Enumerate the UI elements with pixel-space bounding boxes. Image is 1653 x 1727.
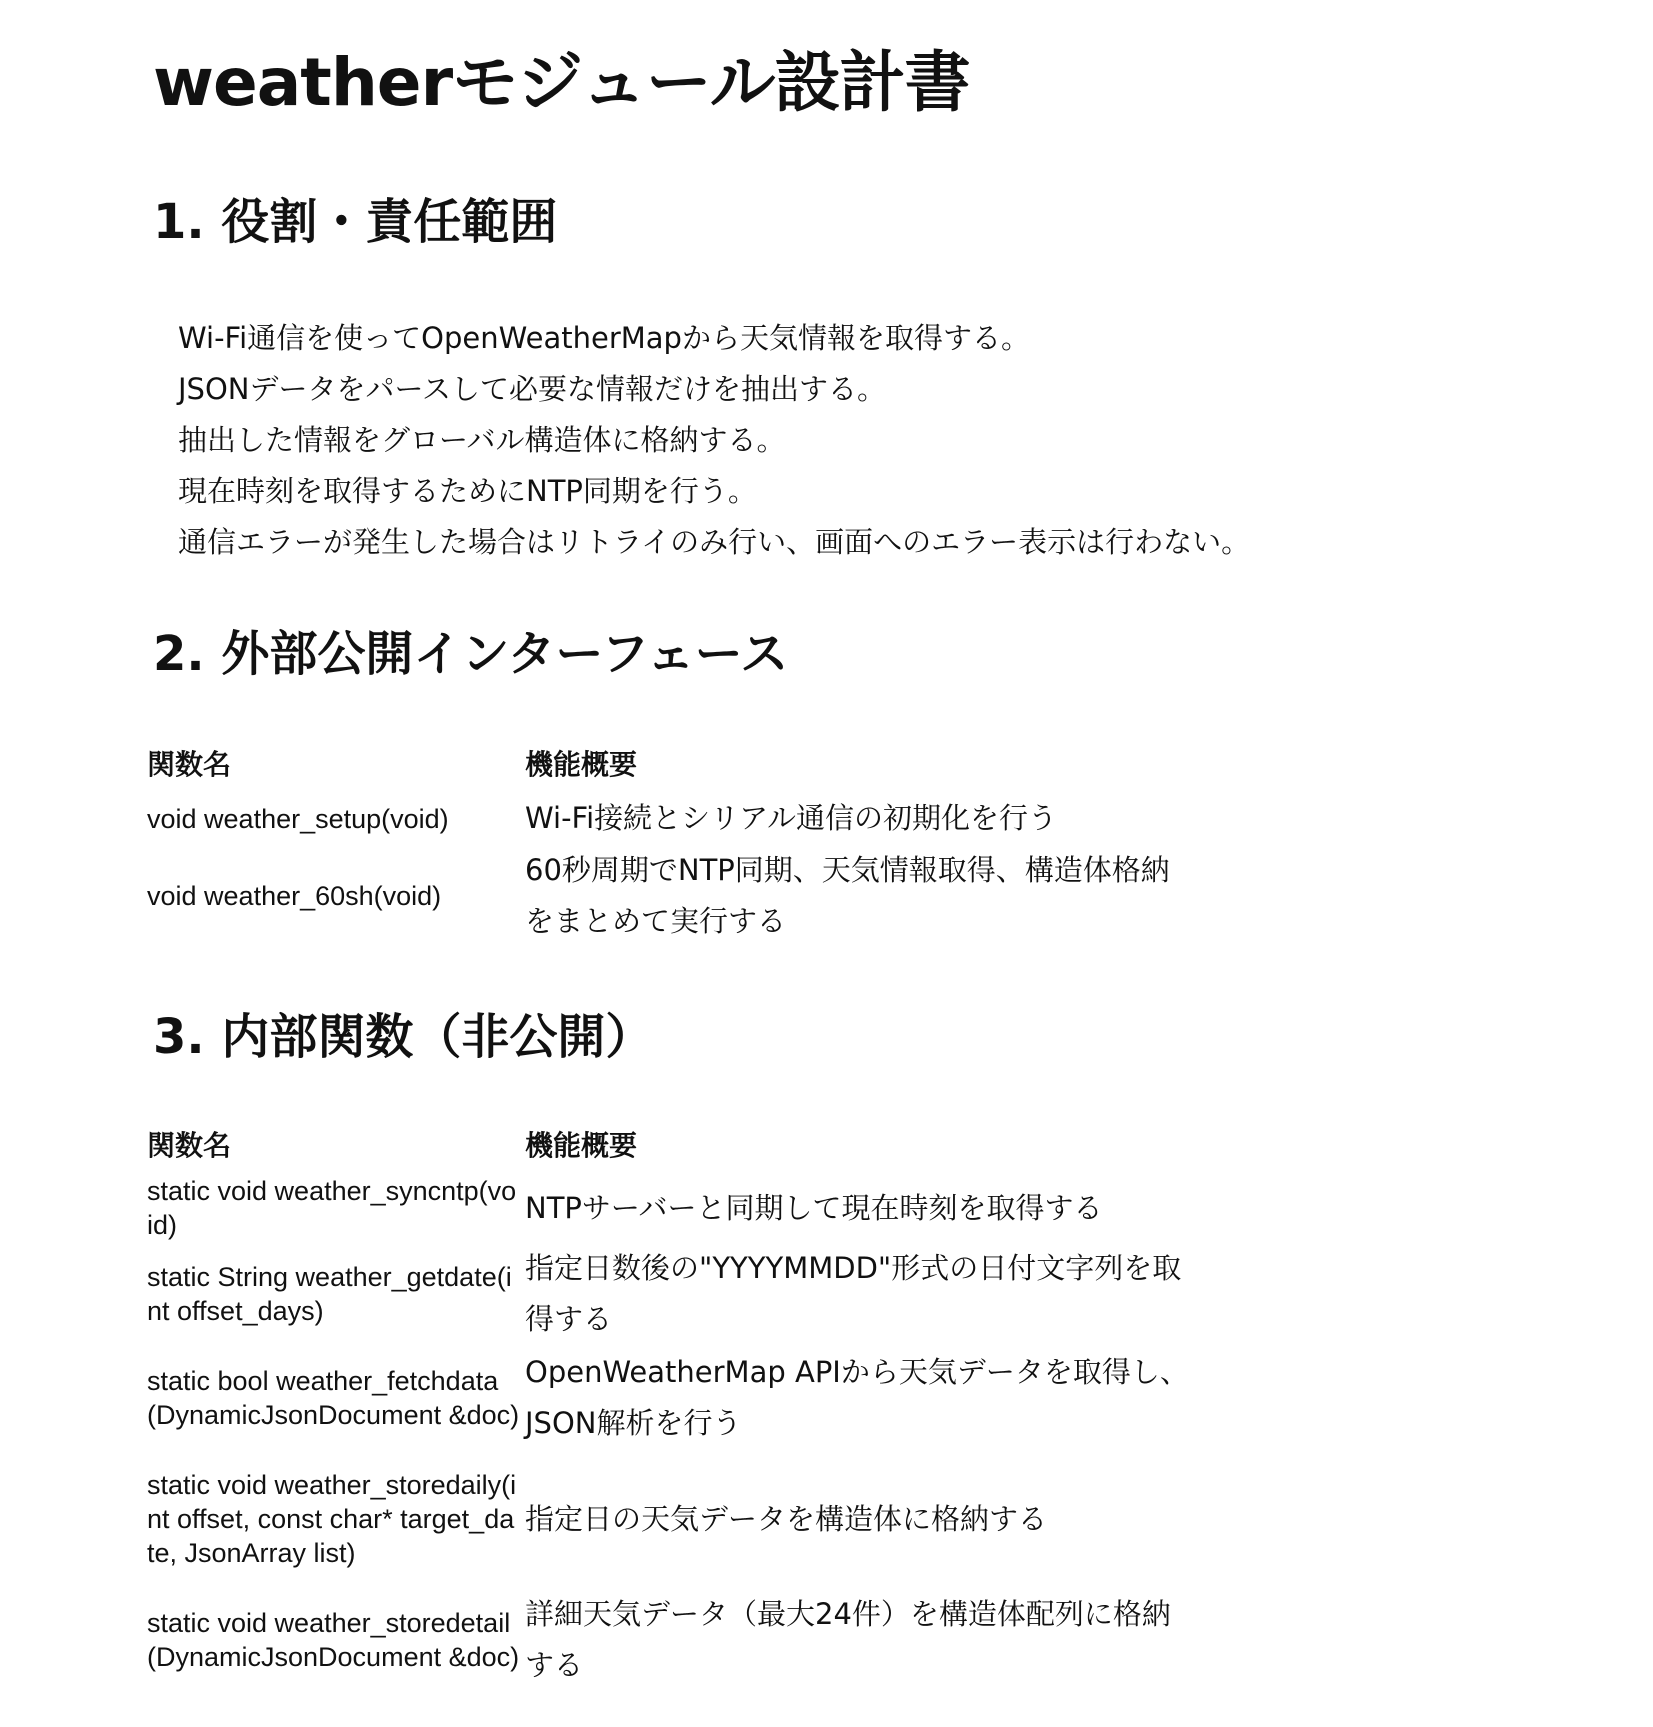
function-name-cell: static void weather_syncntp(void) (147, 1176, 517, 1240)
column-header-description: 機能概要 (525, 1129, 638, 1162)
list-item: 抽出した情報をグローバル構造体に格納する。 (178, 423, 786, 457)
function-description-cell: 60秒周期でNTP同期、天気情報取得、構造体格納をまとめて実行する (525, 853, 1170, 938)
function-name-cell: static bool weather_fetchdata(DynamicJsonDocument &doc) (147, 1366, 520, 1430)
internal-functions-table (147, 1126, 1192, 1692)
function-description-cell: 指定日の天気データを構造体に格納する (525, 1501, 1048, 1536)
function-description-cell: OpenWeatherMap APIから天気データを取得し、JSON解析を行う (525, 1355, 1189, 1440)
function-description-cell: 指定日数後の"YYYYMMDD"形式の日付文字列を取得する (525, 1251, 1182, 1336)
document-title: weatherモジュール設計書 (153, 44, 970, 121)
table-row (147, 1450, 1192, 1588)
table-row (147, 1174, 1192, 1242)
column-header-description: 機能概要 (525, 748, 638, 781)
table-row (147, 793, 1192, 844)
function-name-cell: static String weather_getdate(int offset_days) (147, 1262, 512, 1326)
list-item: 通信エラーが発生した場合はリトライのみ行い、画面へのエラー表示は行わない。 (178, 525, 1251, 559)
table-row (147, 1346, 1192, 1450)
list-item: Wi-Fi通信を使ってOpenWeatherMapから天気情報を取得する。 (178, 321, 1030, 355)
list-item: JSONデータをパースして必要な情報だけを抽出する。 (178, 372, 887, 406)
table-row (147, 1588, 1192, 1692)
table-header-row (147, 1126, 1192, 1174)
table-row (147, 844, 1192, 948)
column-header-function-name: 関数名 (147, 1129, 232, 1162)
function-name-cell: void weather_setup(void) (147, 803, 449, 834)
public-interface-table (147, 745, 1192, 948)
section-heading-public-interface: 2. 外部公開インターフェース (153, 626, 789, 682)
function-description-cell: NTPサーバーと同期して現在時刻を取得する (525, 1190, 1103, 1225)
table-header-row (147, 745, 1192, 793)
section-heading-internal-functions: 3. 内部関数（非公開） (153, 1009, 654, 1065)
function-description-cell: 詳細天気データ（最大24件）を構造体配列に格納する (525, 1597, 1171, 1682)
section-heading-responsibilities: 1. 役割・責任範囲 (153, 194, 558, 250)
column-header-function-name: 関数名 (147, 748, 232, 781)
function-name-cell: static void weather_storedaily(int offset, const char* target_date, JsonArray list) (147, 1470, 517, 1568)
responsibilities-list (178, 313, 1250, 568)
function-name-cell: static void weather_storedetail(DynamicJsonDocument &doc) (147, 1608, 520, 1672)
table-row (147, 1242, 1192, 1346)
function-name-cell: void weather_60sh(void) (147, 881, 442, 911)
list-item: 現在時刻を取得するためにNTP同期を行う。 (178, 474, 757, 508)
function-description-cell: Wi-Fi接続とシリアル通信の初期化を行う (525, 801, 1058, 835)
